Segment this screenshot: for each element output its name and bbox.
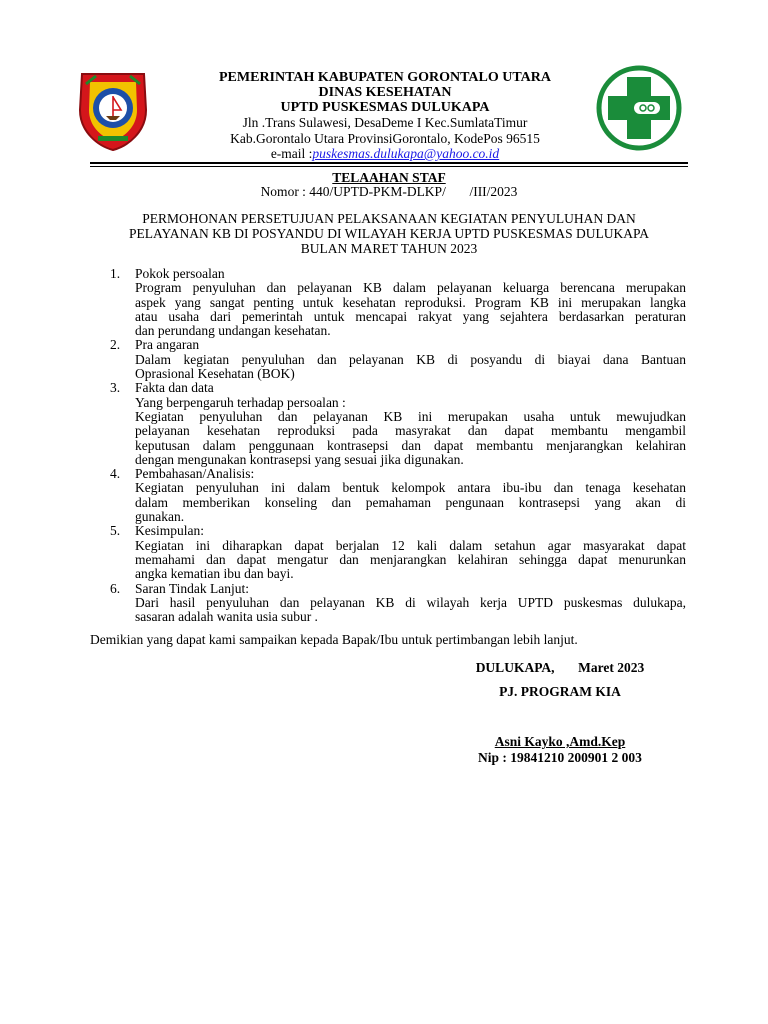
list-item xyxy=(110,338,686,381)
letterhead-rule-thin xyxy=(90,166,688,167)
item-body xyxy=(110,596,686,625)
body-line: Kegiatan penyuluhan dan pelayanan KB ini merupakan usaha untuk mewujudkan xyxy=(135,408,686,424)
unit-name: UPTD PUSKESMAS DULUKAPA xyxy=(280,100,490,115)
numbered-points xyxy=(110,267,686,624)
signatory-nip: Nip : 19841210 200901 2 003 xyxy=(478,750,642,765)
body-line: Kegiatan penyuluhan ini dalam bentuk kelompok antara ibu-ibu dan tenaga kesehatan xyxy=(135,480,686,496)
subject-line: BULAN MARET TAHUN 2023 xyxy=(300,241,478,256)
item-heading: Pembahasan/Analisis: xyxy=(135,466,255,482)
body-line: Program penyuluhan dan pelayanan KB dalam pelayanan keluarga berencana merupakan xyxy=(135,280,686,296)
item-number: 6. xyxy=(110,580,121,596)
item-body xyxy=(110,481,686,524)
item-number: 1. xyxy=(110,266,121,281)
closing-statement: Demikian yang dapat kami sampaikan kepada Bapak/Ibu untuk pertimbangan lebih lanjut. xyxy=(90,632,578,647)
document-title: TELAAHAN STAF xyxy=(332,170,446,185)
item-body xyxy=(110,396,686,467)
body-line: aspek yang sangat penting untuk kesehatan reproduksi. Program KB ini merupakan langka xyxy=(135,294,686,310)
body-line: dan perundang undangan kesehatan. xyxy=(135,323,331,339)
body-line: Oprasional Kesehatan (BOK) xyxy=(135,366,295,382)
signatory-name: Asni Kayko ,Amd.Kep xyxy=(494,734,626,749)
government-name: PEMERINTAH KABUPATEN GORONTALO UTARA xyxy=(219,70,551,85)
item-heading: Pokok persoalan xyxy=(135,266,225,281)
item-body xyxy=(110,353,686,382)
item-heading: Kesimpulan: xyxy=(135,523,204,539)
body-line: keputusan dalam penggunaan kontrasepsi dan dapat membantu menjarangkan kelahiran xyxy=(135,437,686,453)
item-heading: Fakta dan data xyxy=(135,380,214,396)
email-link[interactable]: puskesmas.dulukapa@yahoo.co.id xyxy=(312,146,500,161)
body-line: dalam memberikan konseling dan pemahaman pengunaan kontrasepsi yang akan di xyxy=(135,494,686,510)
list-item xyxy=(110,381,686,467)
document-number: Nomor : 440/UPTD-PKM-DLKP/ /III/2023 xyxy=(260,184,518,199)
letterhead xyxy=(180,70,590,162)
agency-name: DINAS KESEHATAN xyxy=(318,85,452,100)
signature-block xyxy=(440,660,680,766)
list-item xyxy=(110,467,686,524)
document-subject xyxy=(90,211,688,256)
item-heading: Saran Tindak Lanjut: xyxy=(135,580,249,596)
email-label: e-mail : xyxy=(270,146,313,161)
body-line: memahami dan dapat mengatur dan menjarangkan kelahiran sehingga dapat menurunkan xyxy=(135,551,686,567)
list-item xyxy=(110,524,686,581)
puskesmas-green-cross-icon xyxy=(594,63,684,153)
subject-line: PELAYANAN KB DI POSYANDU DI WILAYAH KERJA UPTD PUSKESMAS DULUKAPA xyxy=(129,226,649,241)
list-item xyxy=(110,582,686,625)
body-line: atau usaha dari pemerintah untuk mencapai rakyat yang sejahtera berdasarkan peraturan xyxy=(135,308,686,324)
item-body xyxy=(110,539,686,582)
signatory-role: PJ. PROGRAM KIA xyxy=(499,684,621,699)
regency-coat-of-arms-icon xyxy=(76,70,150,152)
body-line: sasaran adalah wanita usia subur . xyxy=(135,609,318,625)
body-line: Yang berpengaruh terhadap persoalan : xyxy=(135,394,346,410)
item-number: 3. xyxy=(110,380,121,396)
address-line-1: Jln .Trans Sulawesi, DesaDeme I Kec.SumlataTimur xyxy=(242,115,528,130)
item-heading: Pra angaran xyxy=(135,337,200,353)
body-line: Dari hasil penyuluhan dan pelayanan KB di wilayah kerja UPTD puskesmas dulukapa, xyxy=(135,594,686,610)
item-body xyxy=(110,281,686,338)
item-number: 5. xyxy=(110,523,121,539)
body-line: gunakan. xyxy=(135,509,185,525)
body-line: pelayanan kesehatan reproduksi pada masyrakat dan dapat membantu mengambil xyxy=(135,423,686,439)
list-item xyxy=(110,267,686,338)
item-number: 4. xyxy=(110,466,121,482)
body-line: dengan mengunakan kontrasepsi yang sesuai jika digunakan. xyxy=(135,451,464,467)
place-date: DULUKAPA, Maret 2023 xyxy=(475,660,645,675)
body-line: Dalam kegiatan penyuluhan dan pelayanan KB di posyandu di biayai dana Bantuan xyxy=(135,351,686,367)
address-line-2: Kab.Gorontalo Utara ProvinsiGorontalo, KodePos 96515 xyxy=(230,130,540,146)
letterhead-rule-thick xyxy=(90,162,688,164)
item-number: 2. xyxy=(110,337,121,353)
body-line: angka kematian ibu dan bayi. xyxy=(135,566,294,582)
email-line xyxy=(180,146,590,162)
body-line: Kegiatan ini diharapkan dapat berjalan 12 kali dalam setahun agar masyarakat dapat xyxy=(135,537,686,553)
subject-line: PERMOHONAN PERSETUJUAN PELAKSANAAN KEGIATAN PENYULUHAN DAN xyxy=(142,211,636,226)
